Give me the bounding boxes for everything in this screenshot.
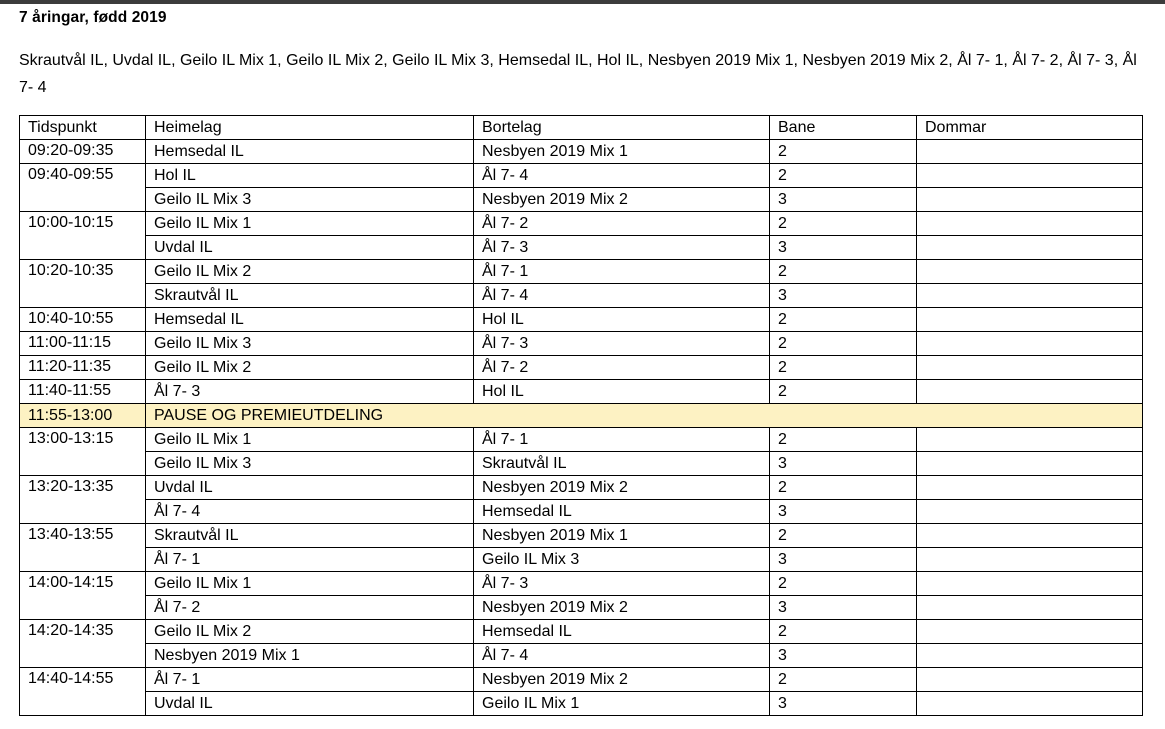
table-row bbox=[20, 164, 1143, 188]
pitch-cell: 2 bbox=[770, 572, 917, 596]
time-cell: 13:40-13:55 bbox=[20, 524, 146, 572]
pitch-cell: 2 bbox=[770, 428, 917, 452]
referee-cell bbox=[917, 620, 1143, 644]
table-row bbox=[20, 572, 1143, 596]
referee-cell bbox=[917, 260, 1143, 284]
table-row bbox=[20, 668, 1143, 692]
away-team-cell: Ål 7- 4 bbox=[474, 164, 770, 188]
pitch-cell: 3 bbox=[770, 596, 917, 620]
home-team-cell: Hemsedal IL bbox=[146, 140, 474, 164]
away-team-cell: Nesbyen 2019 Mix 2 bbox=[474, 476, 770, 500]
table-row bbox=[20, 260, 1143, 284]
pitch-cell: 3 bbox=[770, 692, 917, 716]
pitch-cell: 3 bbox=[770, 188, 917, 212]
home-team-cell: Hol IL bbox=[146, 164, 474, 188]
home-team-cell: Skrautvål IL bbox=[146, 524, 474, 548]
home-team-cell: Ål 7- 4 bbox=[146, 500, 474, 524]
away-team-cell: Nesbyen 2019 Mix 1 bbox=[474, 524, 770, 548]
referee-cell bbox=[917, 164, 1143, 188]
pitch-cell: 2 bbox=[770, 164, 917, 188]
table-row bbox=[20, 500, 1143, 524]
pitch-cell: 3 bbox=[770, 500, 917, 524]
home-team-cell: Ål 7- 3 bbox=[146, 380, 474, 404]
time-cell: 11:40-11:55 bbox=[20, 380, 146, 404]
time-cell: 10:00-10:15 bbox=[20, 212, 146, 260]
pitch-cell: 2 bbox=[770, 212, 917, 236]
referee-cell bbox=[917, 188, 1143, 212]
home-team-cell: Geilo IL Mix 1 bbox=[146, 572, 474, 596]
home-team-cell: Geilo IL Mix 2 bbox=[146, 356, 474, 380]
referee-cell bbox=[917, 428, 1143, 452]
referee-cell bbox=[917, 644, 1143, 668]
referee-cell bbox=[917, 572, 1143, 596]
away-team-cell: Ål 7- 3 bbox=[474, 236, 770, 260]
table-row bbox=[20, 212, 1143, 236]
time-cell: 11:00-11:15 bbox=[20, 332, 146, 356]
away-team-cell: Ål 7- 3 bbox=[474, 572, 770, 596]
away-team-cell: Nesbyen 2019 Mix 2 bbox=[474, 596, 770, 620]
table-row bbox=[20, 644, 1143, 668]
away-team-cell: Nesbyen 2019 Mix 2 bbox=[474, 668, 770, 692]
schedule-body bbox=[20, 116, 1143, 716]
pitch-cell: 2 bbox=[770, 260, 917, 284]
away-team-cell: Skrautvål IL bbox=[474, 452, 770, 476]
referee-cell bbox=[917, 524, 1143, 548]
home-team-cell: Geilo IL Mix 1 bbox=[146, 212, 474, 236]
away-team-cell: Hemsedal IL bbox=[474, 620, 770, 644]
teams-list: Skrautvål IL, Uvdal IL, Geilo IL Mix 1, Geilo IL Mix 2, Geilo IL Mix 3, Hemsedal IL, Hol IL, Nesbyen 2019 Mix 1, Nesbyen 2019 Mix 2, Ål 7- 1, Ål 7- 2, Ål 7- 3, Ål 7- 4 bbox=[19, 52, 1137, 96]
header-away-team: Bortelag bbox=[474, 116, 770, 140]
table-row bbox=[20, 524, 1143, 548]
pitch-cell: 3 bbox=[770, 452, 917, 476]
referee-cell bbox=[917, 332, 1143, 356]
pitch-cell: 2 bbox=[770, 620, 917, 644]
home-team-cell: Geilo IL Mix 3 bbox=[146, 188, 474, 212]
table-row bbox=[20, 620, 1143, 644]
table-row bbox=[20, 236, 1143, 260]
referee-cell bbox=[917, 500, 1143, 524]
referee-cell bbox=[917, 212, 1143, 236]
away-team-cell: Ål 7- 2 bbox=[474, 212, 770, 236]
home-team-cell: Skrautvål IL bbox=[146, 284, 474, 308]
referee-cell bbox=[917, 596, 1143, 620]
referee-cell bbox=[917, 476, 1143, 500]
pitch-cell: 2 bbox=[770, 356, 917, 380]
home-team-cell: Hemsedal IL bbox=[146, 308, 474, 332]
away-team-cell: Ål 7- 1 bbox=[474, 428, 770, 452]
time-cell: 11:20-11:35 bbox=[20, 356, 146, 380]
referee-cell bbox=[917, 452, 1143, 476]
time-cell: 10:40-10:55 bbox=[20, 308, 146, 332]
home-team-cell: Ål 7- 1 bbox=[146, 548, 474, 572]
referee-cell bbox=[917, 380, 1143, 404]
pitch-cell: 2 bbox=[770, 524, 917, 548]
time-cell: 09:20-09:35 bbox=[20, 140, 146, 164]
pitch-cell: 2 bbox=[770, 140, 917, 164]
referee-cell bbox=[917, 236, 1143, 260]
time-cell: 14:20-14:35 bbox=[20, 620, 146, 668]
table-row bbox=[20, 452, 1143, 476]
pitch-cell: 3 bbox=[770, 236, 917, 260]
away-team-cell: Ål 7- 1 bbox=[474, 260, 770, 284]
pitch-cell: 2 bbox=[770, 380, 917, 404]
document-title: 7 åringar, fødd 2019 bbox=[19, 9, 167, 26]
home-team-cell: Ål 7- 1 bbox=[146, 668, 474, 692]
time-cell: 10:20-10:35 bbox=[20, 260, 146, 308]
away-team-cell: Hemsedal IL bbox=[474, 500, 770, 524]
header-time: Tidspunkt bbox=[20, 116, 146, 140]
referee-cell bbox=[917, 140, 1143, 164]
referee-cell bbox=[917, 284, 1143, 308]
home-team-cell: Uvdal IL bbox=[146, 692, 474, 716]
pitch-cell: 3 bbox=[770, 548, 917, 572]
home-team-cell: Geilo IL Mix 1 bbox=[146, 428, 474, 452]
referee-cell bbox=[917, 356, 1143, 380]
pitch-cell: 2 bbox=[770, 476, 917, 500]
home-team-cell: Nesbyen 2019 Mix 1 bbox=[146, 644, 474, 668]
home-team-cell: Geilo IL Mix 3 bbox=[146, 452, 474, 476]
table-row bbox=[20, 596, 1143, 620]
home-team-cell: Geilo IL Mix 2 bbox=[146, 260, 474, 284]
table-row bbox=[20, 332, 1143, 356]
pitch-cell: 3 bbox=[770, 284, 917, 308]
table-row bbox=[20, 476, 1143, 500]
time-cell: 14:00-14:15 bbox=[20, 572, 146, 620]
table-row bbox=[20, 380, 1143, 404]
away-team-cell: Nesbyen 2019 Mix 2 bbox=[474, 188, 770, 212]
home-team-cell: Ål 7- 2 bbox=[146, 596, 474, 620]
home-team-cell: Geilo IL Mix 2 bbox=[146, 620, 474, 644]
time-cell: 13:00-13:15 bbox=[20, 428, 146, 476]
pitch-cell: 2 bbox=[770, 668, 917, 692]
match-schedule-table bbox=[19, 115, 1143, 716]
pause-row bbox=[20, 404, 1143, 428]
away-team-cell: Geilo IL Mix 1 bbox=[474, 692, 770, 716]
pitch-cell: 2 bbox=[770, 308, 917, 332]
away-team-cell: Ål 7- 3 bbox=[474, 332, 770, 356]
away-team-cell: Ål 7- 4 bbox=[474, 284, 770, 308]
pause-time-cell: 11:55-13:00 bbox=[20, 404, 146, 428]
referee-cell bbox=[917, 668, 1143, 692]
away-team-cell: Ål 7- 2 bbox=[474, 356, 770, 380]
home-team-cell: Uvdal IL bbox=[146, 476, 474, 500]
header-home-team: Heimelag bbox=[146, 116, 474, 140]
table-row bbox=[20, 356, 1143, 380]
away-team-cell: Geilo IL Mix 3 bbox=[474, 548, 770, 572]
table-row bbox=[20, 692, 1143, 716]
referee-cell bbox=[917, 548, 1143, 572]
table-row bbox=[20, 284, 1143, 308]
away-team-cell: Hol IL bbox=[474, 308, 770, 332]
away-team-cell: Ål 7- 4 bbox=[474, 644, 770, 668]
pitch-cell: 2 bbox=[770, 332, 917, 356]
referee-cell bbox=[917, 692, 1143, 716]
referee-cell bbox=[917, 308, 1143, 332]
header-pitch: Bane bbox=[770, 116, 917, 140]
away-team-cell: Nesbyen 2019 Mix 1 bbox=[474, 140, 770, 164]
home-team-cell: Uvdal IL bbox=[146, 236, 474, 260]
home-team-cell: Geilo IL Mix 3 bbox=[146, 332, 474, 356]
away-team-cell: Hol IL bbox=[474, 380, 770, 404]
time-cell: 14:40-14:55 bbox=[20, 668, 146, 716]
top-border bbox=[0, 0, 1165, 4]
table-row bbox=[20, 548, 1143, 572]
time-cell: 13:20-13:35 bbox=[20, 476, 146, 524]
table-row bbox=[20, 140, 1143, 164]
pause-label-cell: PAUSE OG PREMIEUTDELING bbox=[146, 404, 1143, 428]
table-row bbox=[20, 308, 1143, 332]
table-header-row bbox=[20, 116, 1143, 140]
table-row bbox=[20, 428, 1143, 452]
pitch-cell: 3 bbox=[770, 644, 917, 668]
table-row bbox=[20, 188, 1143, 212]
time-cell: 09:40-09:55 bbox=[20, 164, 146, 212]
header-referee: Dommar bbox=[917, 116, 1143, 140]
